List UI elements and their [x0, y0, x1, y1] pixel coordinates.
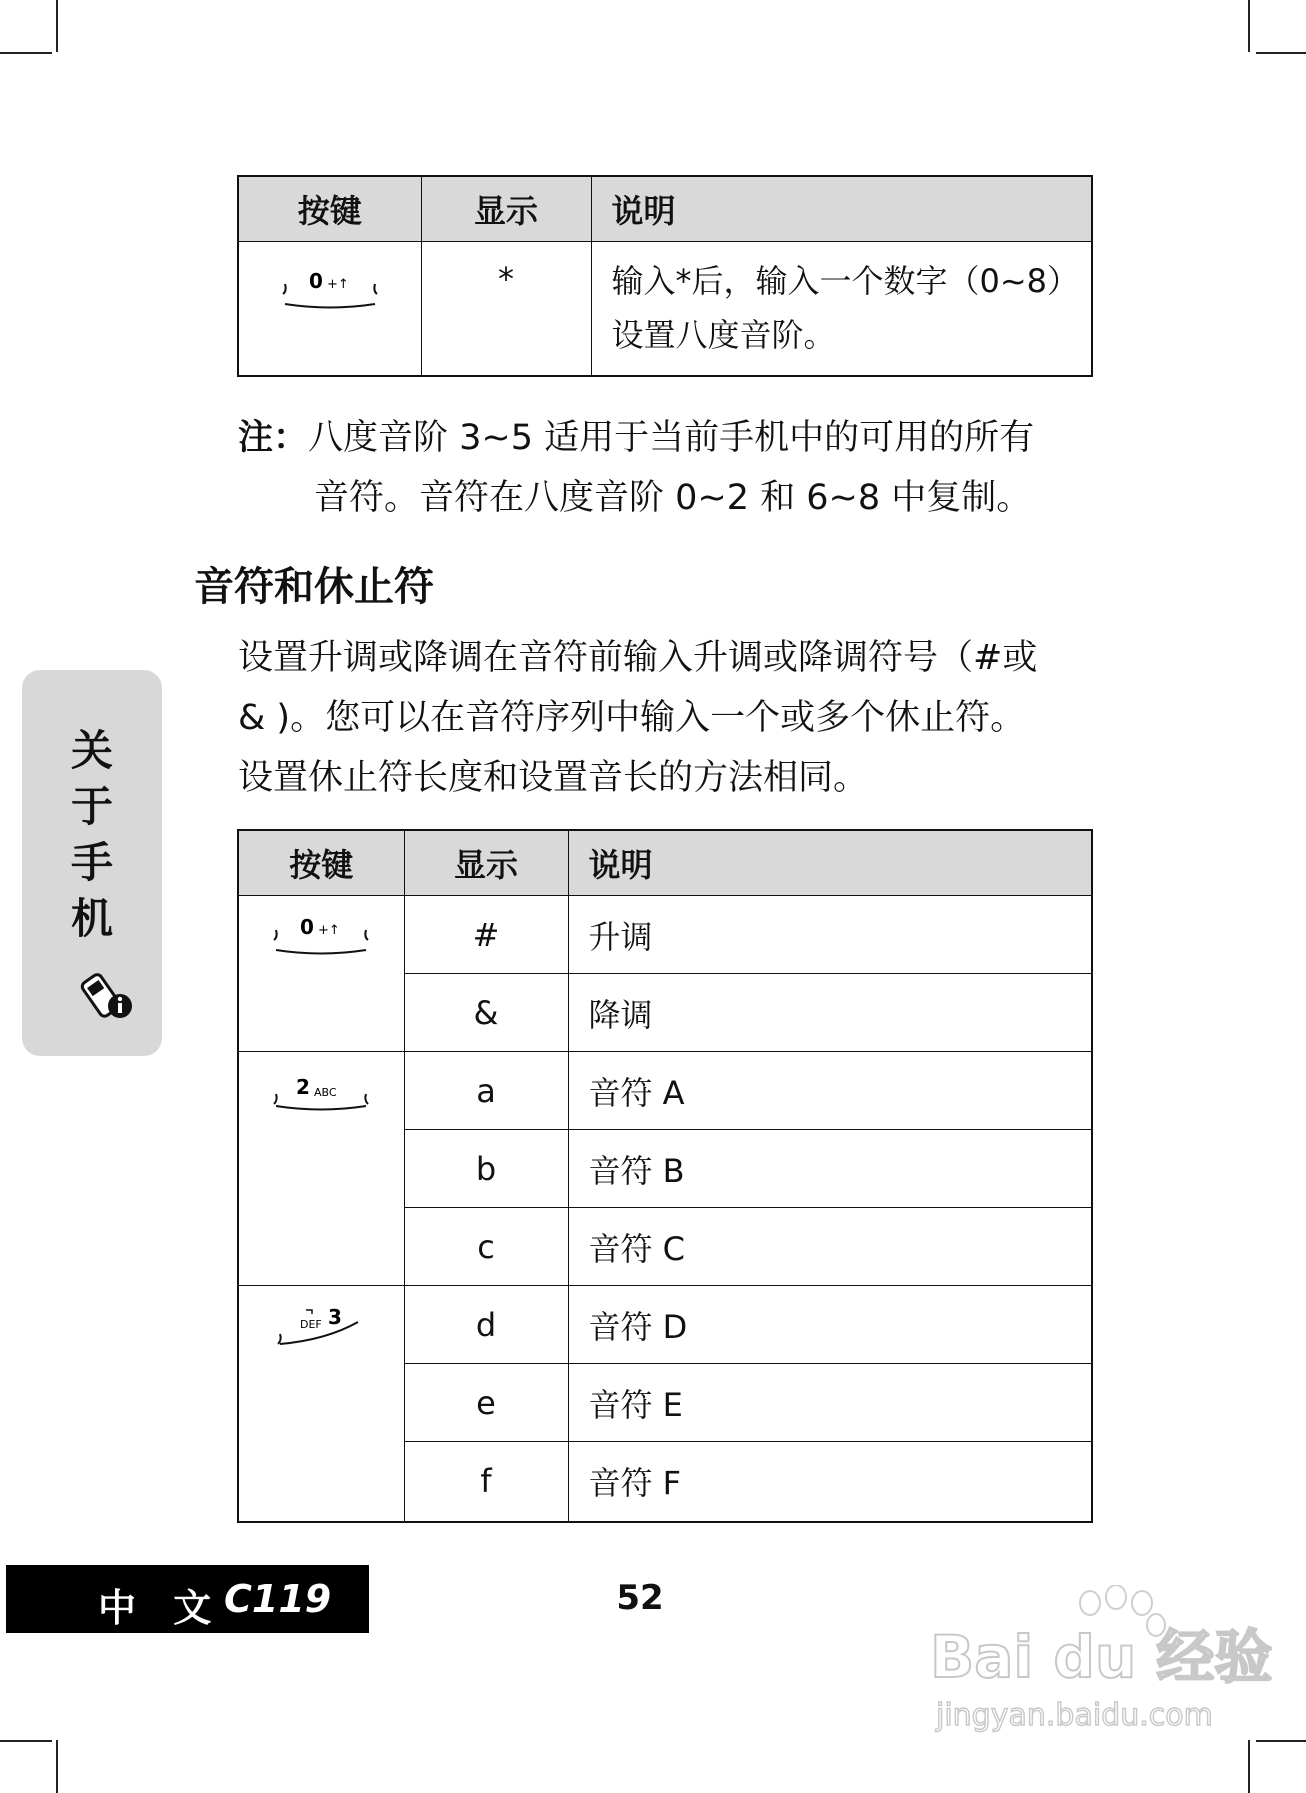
- crop-mark: [1248, 1740, 1250, 1793]
- description-cell: 音符 F: [568, 1442, 1092, 1522]
- key-table-octave: [237, 175, 1093, 377]
- key-0-icon: [275, 264, 385, 314]
- display-cell: #: [404, 896, 568, 974]
- section-heading: 音符和休止符: [194, 563, 434, 610]
- description-line: 输入*后，输入一个数字（0~8）: [611, 262, 1080, 301]
- crop-mark: [56, 0, 58, 52]
- table-header-row: [238, 176, 1092, 242]
- crop-mark: [1256, 52, 1306, 54]
- description-line: 设置八度音阶。: [611, 316, 836, 355]
- footer-model: C119: [224, 1577, 332, 1621]
- key-digit: 3: [328, 1305, 343, 1329]
- header-display: 显示: [404, 830, 568, 896]
- description-cell: 音符 A: [568, 1052, 1092, 1130]
- footer-title: 中 文: [98, 1586, 224, 1630]
- key-cell: [238, 1286, 404, 1522]
- key-cell: [238, 896, 404, 1052]
- key-table-notes: [237, 829, 1093, 1523]
- side-tab-char: 关: [70, 726, 113, 775]
- crop-mark: [0, 52, 52, 54]
- key-sub: DEF: [300, 1318, 322, 1331]
- table-row: [238, 896, 1092, 974]
- table-row: [238, 1052, 1092, 1130]
- phone-info-icon: [76, 970, 136, 1022]
- display-cell: *: [421, 242, 591, 376]
- key-0-icon: [266, 908, 376, 958]
- key-cell: [238, 242, 421, 376]
- display-cell: a: [404, 1052, 568, 1130]
- paragraph-line: 设置升调或降调在音符前输入升调或降调符号（#或: [238, 638, 1038, 678]
- paragraph-line: 设置休止符长度和设置音长的方法相同。: [238, 758, 869, 798]
- header-key: 按键: [238, 830, 404, 896]
- display-cell: d: [404, 1286, 568, 1364]
- section-paragraph: [238, 628, 1098, 808]
- crop-mark: [56, 1740, 58, 1793]
- key-sub: +↑: [326, 277, 349, 292]
- description-cell: 降调: [568, 974, 1092, 1052]
- side-tab-char: 手: [70, 838, 113, 887]
- key-digit: 0: [300, 915, 315, 939]
- display-cell: c: [404, 1208, 568, 1286]
- display-cell: f: [404, 1442, 568, 1522]
- paragraph-line: & )。您可以在音符序列中输入一个或多个休止符。: [238, 698, 1026, 738]
- baidu-watermark: [920, 1585, 1300, 1745]
- note: [238, 408, 1098, 528]
- watermark-brand: Bai du 经验: [930, 1623, 1273, 1691]
- key-3-icon: [266, 1298, 376, 1348]
- watermark-url: jingyan.baidu.com: [936, 1698, 1213, 1733]
- description-cell: [591, 242, 1092, 376]
- description-cell: 音符 C: [568, 1208, 1092, 1286]
- note-line: 八度音阶 3~5 适用于当前手机中的可用的所有: [308, 418, 1035, 458]
- note-line: 音符。音符在八度音阶 0~2 和 6~8 中复制。: [314, 478, 1032, 518]
- side-tab-char: 机: [70, 894, 113, 943]
- key-2-icon: [266, 1064, 376, 1114]
- footer-bar: [6, 1565, 369, 1633]
- side-tab: [22, 670, 162, 1056]
- description-cell: 音符 D: [568, 1286, 1092, 1364]
- header-description: 说明: [591, 176, 1092, 242]
- description-cell: 音符 B: [568, 1130, 1092, 1208]
- header-display: 显示: [421, 176, 591, 242]
- key-sub: ABC: [314, 1086, 337, 1099]
- table-header-row: [238, 830, 1092, 896]
- header-description: 说明: [568, 830, 1092, 896]
- table-row: [238, 1286, 1092, 1364]
- crop-mark: [0, 1740, 52, 1742]
- description-cell: 升调: [568, 896, 1092, 974]
- key-digit: 0: [308, 269, 323, 293]
- crop-mark: [1248, 0, 1250, 52]
- header-key: 按键: [238, 176, 421, 242]
- page-number: 52: [616, 1578, 664, 1618]
- table-row: [238, 242, 1092, 376]
- side-tab-char: 于: [70, 782, 113, 831]
- display-cell: &: [404, 974, 568, 1052]
- key-digit: 2: [296, 1075, 311, 1099]
- display-cell: e: [404, 1364, 568, 1442]
- key-sub: +↑: [318, 923, 341, 938]
- description-cell: 音符 E: [568, 1364, 1092, 1442]
- key-cell: [238, 1052, 404, 1286]
- display-cell: b: [404, 1130, 568, 1208]
- note-label: 注：: [238, 418, 309, 458]
